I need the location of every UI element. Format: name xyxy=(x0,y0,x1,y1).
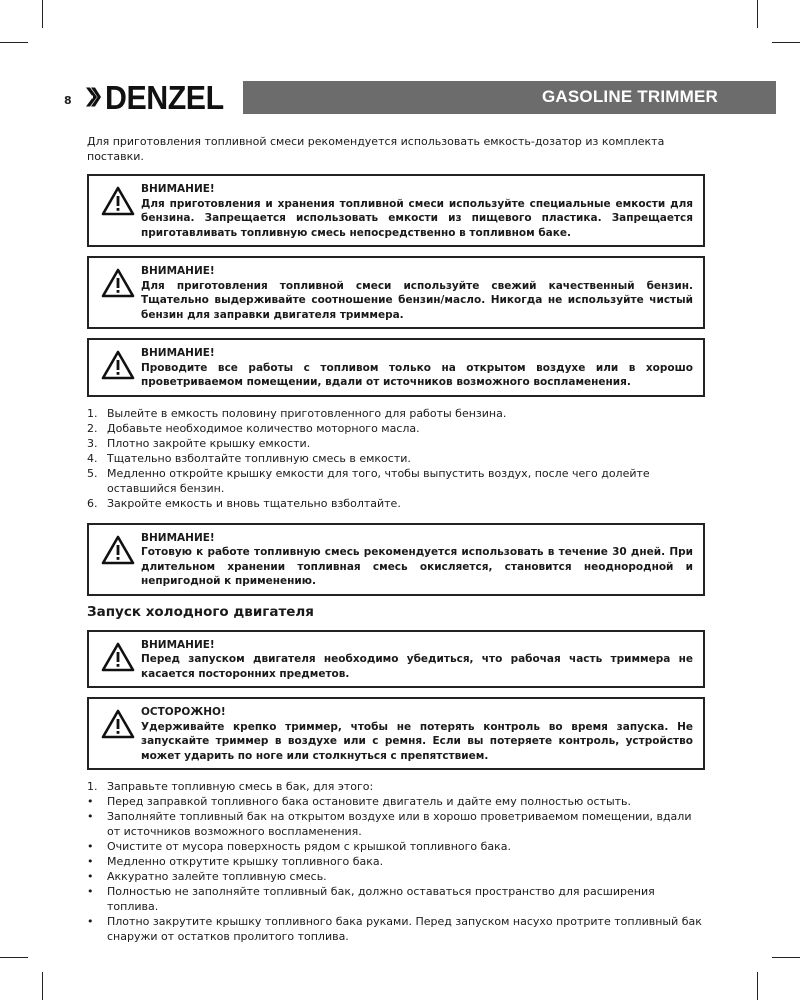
crop-mark xyxy=(42,972,43,1000)
header-title: GASOLINE TRIMMER xyxy=(541,87,718,106)
list-item: 6. Закройте емкость и вновь тщательно взболтайте. xyxy=(87,496,401,510)
warning-text: Удерживайте крепко триммер, чтобы не потерять контроль во время запуска. Не запускайте триммер в воздухе или с ремня. Если вы потеряете контроль, устройство может ударить по ноге или столкнуться с препятствием. xyxy=(141,720,693,762)
warning-text: Готовую к работе топливную смесь рекомендуется использовать в течение 30 дней. При длительном хранении топливная смесь окисляется, становится неоднородной и непригодной к применению. xyxy=(141,546,693,587)
intro-paragraph: Для приготовления топливной смеси рекомендуется использовать емкость-дозатор из комплекта поставки. xyxy=(87,135,665,163)
list-item: • Плотно закрутите крышку топливного бака руками. Перед запуском насухо протрите топливный бак снаружи от остатков пролитого топлива. xyxy=(87,915,702,943)
warning-title: ВНИМАНИЕ! xyxy=(141,265,215,277)
list-item: 1. Заправьте топливную смесь в бак, для этого: xyxy=(87,780,374,793)
warning-text: Для приготовления топливной смеси используйте свежий качественный бензин. Тщательно выдерживайте соотношение бензин/масло. Никогда не используйте чистый бензин для заправки двигателя триммера. xyxy=(141,279,693,321)
warning-triangle-icon xyxy=(101,535,135,565)
warning-text: Для приготовления и хранения топливной смеси используйте специальные емкости для бензина. Запрещается использовать емкости из пищевого пластика. Запрещается приготавливать топливную смесь непосредственно в топливном баке. xyxy=(141,197,693,239)
warning-box xyxy=(87,338,705,397)
crop-mark xyxy=(757,972,758,1000)
list-item: 4. Тщательно взболтайте топливную смесь в емкости. xyxy=(87,451,411,465)
warning-title: ВНИМАНИЕ! xyxy=(141,347,215,359)
crop-mark xyxy=(0,42,28,43)
list-item: 1. Вылейте в емкость половину приготовленного для работы бензина. xyxy=(87,406,507,420)
list-item: 3. Плотно закройте крышку емкости. xyxy=(87,436,311,450)
list-item: • Аккуратно залейте топливную смесь. xyxy=(87,870,327,883)
brand-logo xyxy=(86,76,234,118)
warning-text: Проводите все работы с топливом только на открытом воздухе или в хорошо проветриваемом помещении, вдали от источников возможного воспламенения. xyxy=(141,361,693,388)
brand-mark-icon xyxy=(86,78,101,116)
page-content xyxy=(87,134,705,944)
warning-triangle-icon xyxy=(101,350,135,380)
warning-title: ВНИМАНИЕ! xyxy=(141,638,215,651)
warning-text: Перед запуском двигателя необходимо убедиться, что рабочая часть триммера не касается посторонних предметов. xyxy=(141,653,693,680)
page-number: 8 xyxy=(64,94,72,107)
warning-box xyxy=(87,174,705,247)
warning-title: ВНИМАНИЕ! xyxy=(141,183,215,195)
warning-triangle-icon xyxy=(101,642,135,672)
crop-mark xyxy=(0,957,28,958)
mix-steps xyxy=(87,406,705,511)
warning-title: ВНИМАНИЕ! xyxy=(141,531,215,544)
cold-start-steps xyxy=(87,779,705,944)
list-item: • Полностью не заполняйте топливный бак, должно оставаться пространство для расширения топлива. xyxy=(87,885,655,913)
list-item: • Перед заправкой топливного бака остановите двигатель и дайте ему полностью остыть. xyxy=(87,795,632,808)
crop-mark xyxy=(757,0,758,28)
warning-box xyxy=(87,256,705,329)
crop-mark xyxy=(772,957,800,958)
warning-title: ОСТОРОЖНО! xyxy=(141,706,226,718)
list-item: • Очистите от мусора поверхность рядом с крышкой топливного бака. xyxy=(87,840,512,853)
list-item: • Заполняйте топливный бак на открытом воздухе или в хорошо проветриваемом помещении, вдали от источников возможного воспламенения. xyxy=(87,810,692,838)
section-heading: Запуск холодного двигателя xyxy=(87,603,314,620)
brand-name: DENZEL xyxy=(105,78,224,116)
caution-box xyxy=(87,697,705,770)
warning-triangle-icon xyxy=(101,186,135,216)
header-bar xyxy=(243,81,776,114)
warning-box xyxy=(87,630,705,689)
warning-triangle-icon xyxy=(101,709,135,739)
list-item: 5. Медленно откройте крышку емкости для того, чтобы выпустить воздух, после чего долейте оставшийся бензин. xyxy=(87,466,650,495)
crop-mark xyxy=(42,0,43,28)
list-item: 2. Добавьте необходимое количество моторного масла. xyxy=(87,421,420,435)
list-item: • Медленно открутите крышку топливного бака. xyxy=(87,855,384,868)
crop-mark xyxy=(772,42,800,43)
warning-triangle-icon xyxy=(101,268,135,298)
warning-box xyxy=(87,523,705,596)
